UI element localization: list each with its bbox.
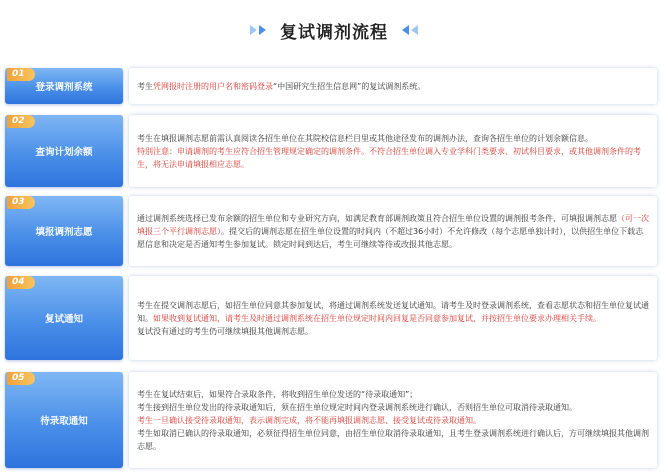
title-left-arrows-icon: [250, 25, 266, 35]
step-paragraph: [137, 427, 649, 453]
highlight-text: 考生一旦确认接受待录取通知，表示调剂完成，将不能再填报调剂志愿、接受复试或待录取通知。: [137, 415, 481, 425]
step-content: [129, 372, 657, 468]
body-text: 考生在填报调剂志愿前需认真阅读各招生单位在其院校信息栏目里或其他途径发布的调剂办法，查询各招生单位的计划余额信息。: [137, 133, 593, 143]
body-text: 考生: [137, 81, 153, 91]
step-number-badge: 05: [7, 372, 35, 385]
step-paragraph: [137, 132, 649, 145]
body-text: 。提交后的调剂志愿在招生单位设置的时间内（不超过36小时）不允许修改（每个志愿单独计时），以供招生单位下载志愿信息和决定是否通知考生参加复试。锁定时间到达后，考生可继续等待或改报其他志愿。: [137, 226, 644, 249]
step-number-badge: 03: [7, 196, 35, 209]
step-retest-notice: [5, 276, 657, 360]
step-content: [129, 68, 657, 104]
step-content: [129, 276, 657, 360]
body-text: 考生如取消已确认的待录取通知，必须征得招生单位同意，由招生单位取消待录取通知，且考生登录调剂系统进行确认后，方可继续填报其他调剂志愿。: [137, 428, 649, 451]
step-label: 填报调剂志愿: [5, 196, 123, 266]
step-paragraph: [137, 80, 649, 93]
highlight-text: （可一次填报三个平行调剂志愿）: [137, 213, 649, 236]
body-text: 复试没有通过的考生仍可继续填报其他调剂志愿。: [137, 326, 313, 336]
page-title: 复试调剂流程: [280, 22, 388, 43]
step-paragraph: [137, 212, 649, 251]
step-content: [129, 196, 657, 266]
step-pending-admission: [5, 372, 657, 468]
body-text: “中国研究生招生信息网”的复试调剂系统。: [273, 81, 426, 91]
step-login: [5, 68, 657, 104]
body-text: 考生接到招生单位发出的待录取通知后，须在招生单位规定时间内登录调剂系统进行确认，否则招生单位可取消待录取通知。: [137, 402, 577, 412]
body-text: 考生在复试结束后，如果符合录取条件，将收到招生单位发送的“待录取通知”；: [137, 389, 418, 399]
highlight-text: 特别注意：申请调剂的考生应符合招生管理规定确定的调剂条件。不符合招生单位调入专业学科门类要求、初试科目要求，或其他调剂条件的考生，将无法申请填报相应志愿。: [137, 146, 641, 169]
step-paragraph: [137, 145, 649, 171]
highlight-text: 如果收到复试通知，请考生及时通过调剂系统在招生单位规定时间内回复是否同意参加复试，并按招生单位要求办理相关手续。: [153, 313, 601, 323]
step-content: [129, 115, 657, 187]
step-number-badge: 01: [7, 68, 35, 81]
step-paragraph: [137, 388, 649, 401]
step-paragraph: [137, 401, 649, 414]
step-label: 登录调剂系统: [5, 68, 123, 104]
step-label: 待录取通知: [5, 372, 123, 468]
step-number-badge: 02: [7, 115, 35, 128]
step-paragraph: [137, 414, 649, 427]
body-text: 考生在提交调剂志愿后，如招生单位同意其参加复试，将通过调剂系统发送复试通知。请考生及时登录调剂系统，查看志愿状态和招生单位复试通知。: [137, 300, 649, 323]
step-paragraph: [137, 325, 649, 338]
step-label: 查询计划余额: [5, 115, 123, 187]
step-number-badge: 04: [7, 276, 35, 289]
body-text: 通过调剂系统选择已发布余额的招生单位和专业研究方向，如满足教育部调剂政策且符合招生单位设置的调剂报考条件，可填报调剂志愿: [137, 213, 617, 223]
title-bar: [0, 16, 668, 44]
step-fill-application: [5, 196, 657, 266]
highlight-text: 凭网报时注册的用户名和密码登录: [153, 81, 273, 91]
step-label: 复试通知: [5, 276, 123, 360]
step-query-quota: [5, 115, 657, 187]
title-right-arrows-icon: [402, 25, 418, 35]
step-paragraph: [137, 299, 649, 325]
